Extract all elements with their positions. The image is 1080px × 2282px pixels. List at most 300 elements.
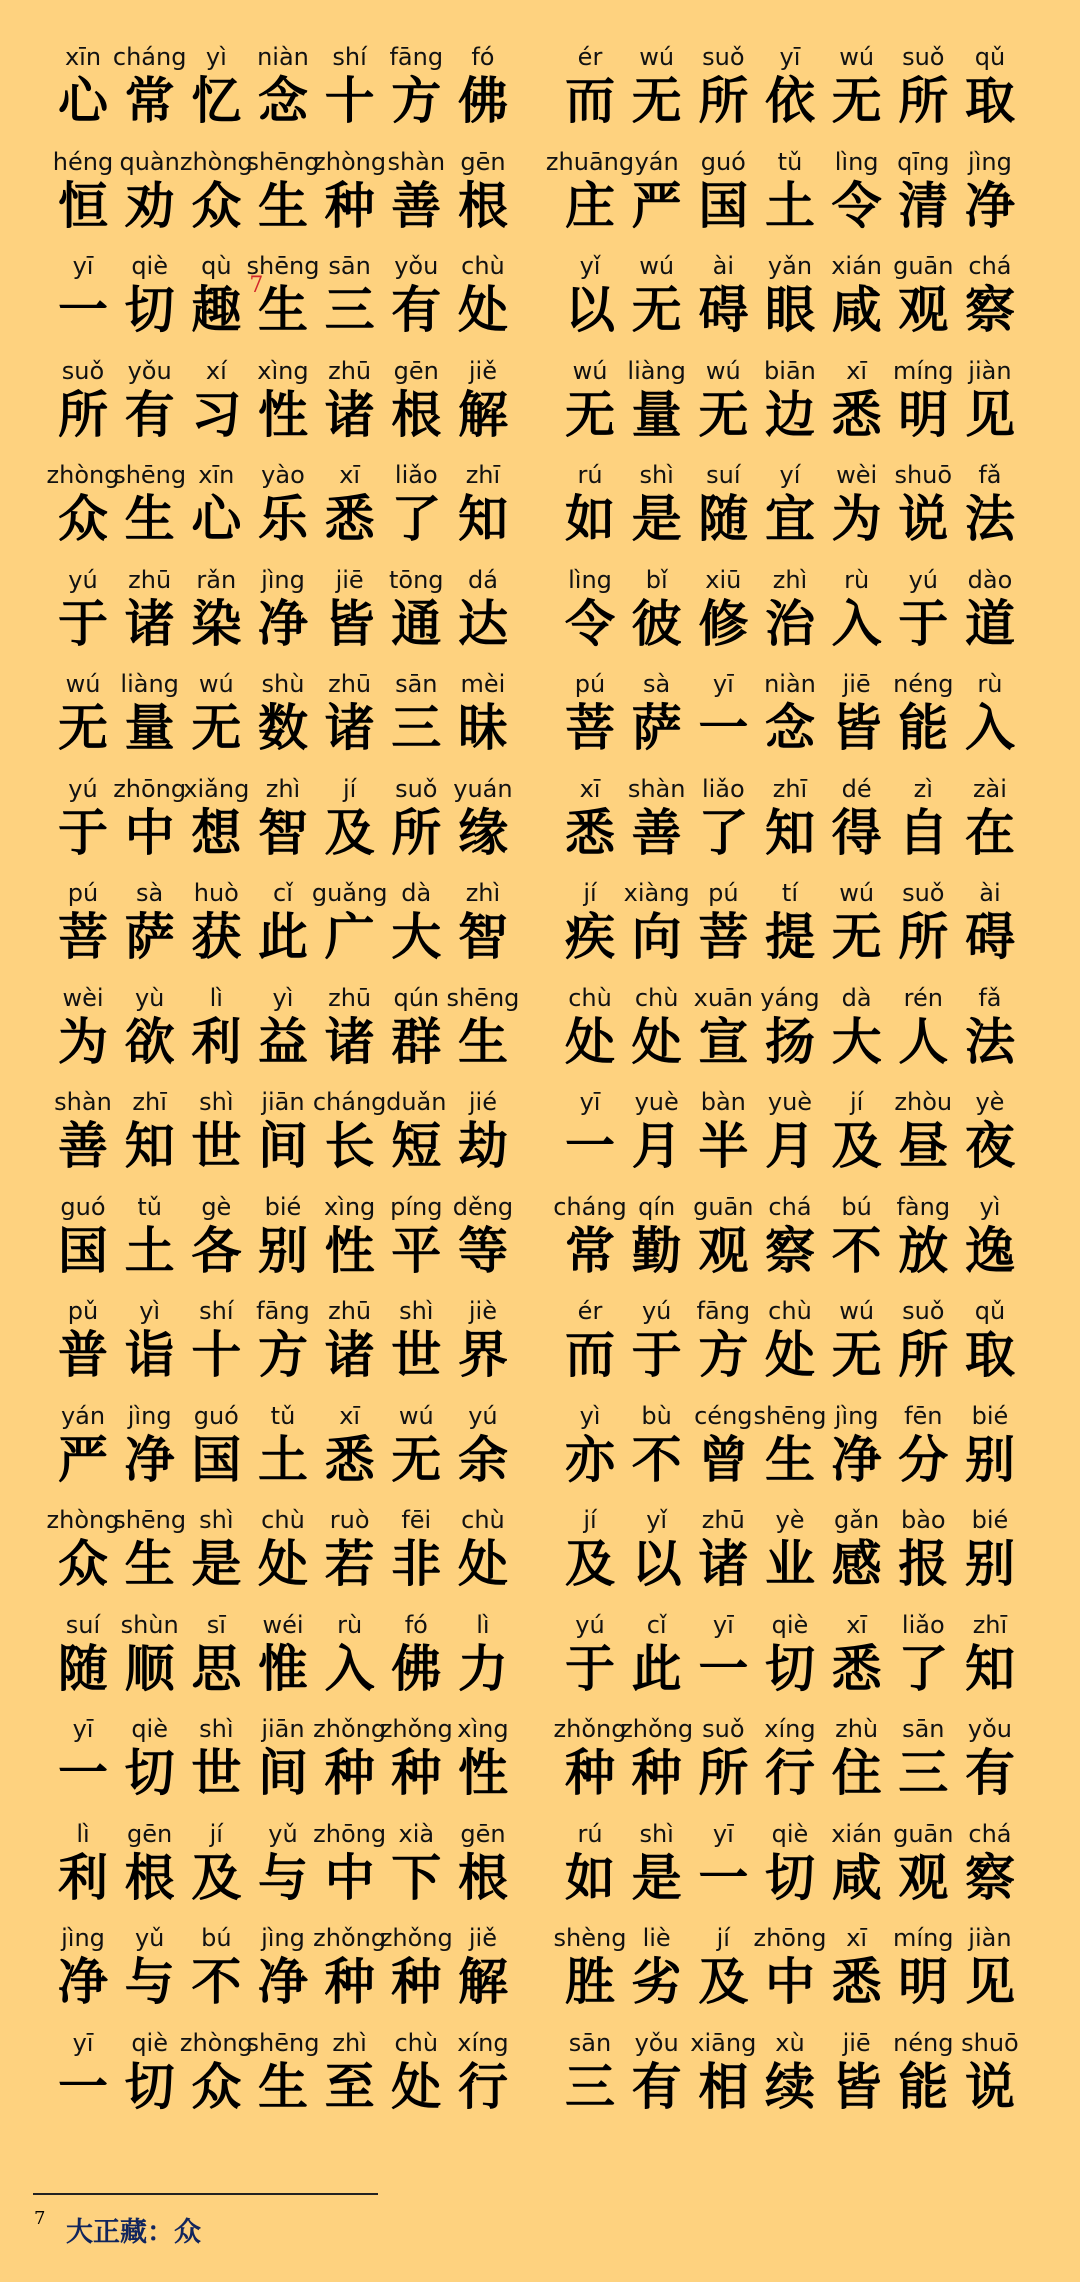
character-cell [317, 565, 383, 653]
character-cell [450, 774, 516, 862]
character-cell [250, 460, 316, 548]
pinyin: chá [968, 1819, 1012, 1848]
character-cell [757, 1610, 823, 1698]
hanzi-text: 月 [764, 1117, 815, 1175]
hanzi [191, 1744, 241, 1802]
hanzi [832, 1744, 882, 1802]
pinyin: zhì [332, 2028, 367, 2057]
pinyin: sī [206, 1610, 226, 1639]
hanzi [698, 1431, 748, 1489]
character-cell [50, 1819, 116, 1907]
pinyin: liè [642, 1924, 671, 1952]
hanzi [325, 1535, 375, 1593]
hanzi [125, 1535, 175, 1593]
hanzi [191, 1640, 241, 1698]
pinyin: sà [643, 670, 671, 698]
pinyin: wú [198, 670, 234, 698]
pinyin: bàn [700, 1088, 746, 1116]
character-cell [690, 1192, 756, 1280]
hanzi-text: 无 [565, 385, 615, 444]
verse-glyph-row [50, 1819, 516, 1907]
hanzi-text: 想 [191, 803, 242, 862]
hanzi-text: 于 [58, 803, 108, 862]
hanzi-text: 净 [831, 1430, 882, 1489]
hanzi-text: 知 [764, 803, 815, 862]
hanzi-text: 种 [324, 1953, 375, 2011]
pinyin: suǒ [902, 43, 945, 71]
pinyin: yào [261, 461, 305, 489]
character-cell [624, 1610, 690, 1698]
pinyin: zhī [132, 1088, 167, 1116]
pinyin: yǔ [268, 1819, 298, 1848]
pinyin: shàn [627, 774, 686, 803]
hanzi [565, 699, 615, 757]
hanzi [898, 1013, 948, 1071]
hanzi [632, 1222, 682, 1280]
hanzi-text: 处 [764, 1326, 815, 1384]
character-cell [450, 2028, 516, 2116]
hanzi-text: 诣 [124, 1326, 175, 1384]
character-cell [890, 1610, 956, 1698]
hanzi-text: 数 [257, 699, 308, 757]
pinyin: shùn [120, 1610, 179, 1639]
verse-glyph-row [46, 460, 516, 548]
pinyin: tí [781, 879, 798, 907]
hanzi-text: 一 [58, 2057, 108, 2116]
hanzi [632, 1849, 682, 1907]
hanzi [632, 1431, 682, 1489]
pinyin: zhū [328, 983, 372, 1012]
verse-glyph-row [557, 983, 1023, 1071]
character-cell [553, 1714, 627, 1802]
pinyin: ér [577, 1297, 603, 1325]
hanzi [898, 1849, 948, 1907]
hanzi-text: 净 [124, 1430, 175, 1489]
hanzi [898, 1953, 948, 2011]
verse-glyph-row [50, 1401, 516, 1489]
hanzi [898, 72, 948, 130]
verse-glyph-row [557, 1819, 1023, 1907]
hanzi-text: 性 [457, 1744, 508, 1802]
hanzi-text: 而 [565, 1326, 615, 1384]
hanzi [391, 804, 441, 862]
pinyin: guān [693, 1192, 754, 1221]
character-cell [957, 1505, 1023, 1593]
character-cell [117, 1192, 183, 1280]
footnote-marker: 7 [249, 273, 264, 298]
hanzi [391, 281, 441, 339]
character-cell [557, 1819, 623, 1907]
hanzi-text: 别 [964, 1430, 1015, 1489]
pinyin: fēn [904, 1401, 943, 1430]
hanzi [325, 1640, 375, 1698]
verse-line [50, 251, 516, 356]
verse-glyph-row [50, 1296, 516, 1384]
character-cell [117, 251, 183, 339]
pinyin: zhòu [894, 1088, 953, 1116]
hanzi [765, 1222, 815, 1280]
pinyin: zài [972, 774, 1007, 803]
hanzi [565, 281, 615, 339]
hanzi-text: 切 [124, 1744, 175, 1802]
pinyin: yán [634, 147, 679, 176]
hanzi-text: 土 [124, 1221, 175, 1280]
hanzi [325, 595, 375, 653]
hanzi-text: 所 [698, 1744, 749, 1802]
hanzi-text: 诸 [324, 699, 375, 757]
pinyin: quàn [119, 147, 180, 176]
pinyin: yī [779, 43, 801, 71]
hanzi [325, 490, 375, 548]
hanzi-text: 及 [191, 1848, 242, 1907]
hanzi-text: 严 [631, 176, 682, 235]
hanzi [191, 273, 264, 339]
character-cell [383, 1610, 449, 1698]
pinyin: yǒu [394, 252, 439, 280]
character-cell [757, 983, 823, 1071]
character-cell [690, 1087, 756, 1175]
character-cell [557, 1087, 623, 1175]
hanzi-text: 无 [58, 699, 108, 757]
hanzi [765, 699, 815, 757]
hanzi [565, 386, 615, 444]
hanzi-text: 佛 [391, 1639, 442, 1698]
pinyin: suí [65, 1610, 101, 1639]
hanzi-text: 随 [698, 490, 749, 548]
hanzi [965, 490, 1015, 548]
hanzi-text: 得 [831, 803, 882, 862]
verse-line [50, 878, 516, 983]
hanzi [325, 177, 375, 235]
character-cell [183, 1192, 249, 1280]
pinyin: yī [579, 1088, 601, 1116]
character-cell [557, 774, 623, 862]
pinyin: wú [572, 356, 608, 385]
character-cell [890, 774, 956, 862]
hanzi-text: 入 [831, 594, 882, 653]
character-cell [957, 565, 1023, 653]
hanzi-text: 土 [257, 1430, 308, 1489]
character-cell [690, 878, 756, 966]
pinyin: gēn [127, 1819, 173, 1848]
character-cell [117, 1296, 183, 1384]
hanzi-text: 达 [457, 594, 508, 653]
pinyin: jiě [468, 1924, 497, 1952]
character-cell [690, 1296, 756, 1384]
pinyin: míng [893, 1924, 954, 1952]
hanzi-text: 短 [391, 1117, 442, 1175]
hanzi-text: 提 [764, 908, 815, 966]
hanzi-text: 不 [831, 1221, 882, 1280]
hanzi-text: 界 [457, 1326, 508, 1384]
verse-glyph-row [557, 1505, 1023, 1593]
hanzi [125, 490, 175, 548]
hanzi [58, 1744, 108, 1802]
hanzi [125, 804, 175, 862]
hanzi [391, 1535, 441, 1593]
hanzi-text: 众 [58, 490, 108, 548]
hanzi-text: 缘 [457, 803, 508, 862]
character-cell [383, 460, 449, 548]
character-cell [553, 1923, 627, 2011]
hanzi-text: 无 [631, 281, 682, 339]
character-cell [50, 983, 116, 1071]
verse-glyph-row [557, 356, 1023, 444]
pinyin: ruò [329, 1506, 370, 1534]
hanzi-text: 半 [698, 1117, 749, 1175]
character-cell [624, 1192, 690, 1280]
character-cell [824, 1401, 890, 1489]
pinyin: jí [583, 1506, 597, 1534]
character-cell [690, 1610, 756, 1698]
hanzi [391, 1326, 441, 1384]
hanzi [125, 177, 175, 235]
pinyin: xìng [457, 1715, 509, 1743]
hanzi-text: 逸 [964, 1221, 1015, 1280]
hanzi [191, 1117, 241, 1175]
character-cell [117, 1714, 183, 1802]
verse-glyph-row [553, 1192, 1023, 1280]
hanzi-text: 法 [964, 490, 1015, 548]
footnote-text: 大正藏：众 [66, 2217, 201, 2248]
hanzi-text: 量 [631, 385, 682, 444]
pinyin: zhuāng [545, 147, 635, 176]
character-cell [183, 356, 249, 444]
pinyin: yǎn [767, 252, 813, 280]
pinyin: shēng [246, 2028, 320, 2057]
verse-glyph-row [557, 251, 1023, 339]
verse-line [46, 1505, 516, 1610]
verse-column-left [46, 42, 520, 2132]
character-cell [690, 356, 756, 444]
hanzi [765, 386, 815, 444]
hanzi-text: 此 [631, 1639, 682, 1698]
pinyin: yī [712, 1819, 734, 1848]
character-cell [757, 356, 823, 444]
hanzi [965, 1222, 1015, 1280]
pinyin: bào [900, 1506, 946, 1534]
character-cell [113, 774, 187, 862]
hanzi [325, 386, 375, 444]
hanzi-text: 行 [457, 2057, 508, 2116]
hanzi-text: 修 [698, 594, 749, 653]
hanzi [458, 1953, 508, 2011]
verse-line [50, 356, 516, 461]
character-cell [557, 251, 623, 339]
hanzi-text: 利 [58, 1848, 108, 1907]
pinyin: zhòng [179, 2028, 253, 2057]
pinyin: wú [839, 1297, 875, 1325]
pinyin: zhǒng [379, 1924, 453, 1952]
hanzi-text: 有 [964, 1744, 1015, 1802]
hanzi-text: 分 [898, 1430, 949, 1489]
hanzi-text: 中 [764, 1953, 815, 2011]
hanzi [898, 2058, 948, 2116]
verse-line [553, 1923, 1023, 2028]
pinyin: shēng [446, 983, 520, 1012]
character-cell [624, 1923, 690, 2011]
hanzi [898, 1535, 948, 1593]
pinyin: xīn [64, 43, 102, 71]
hanzi-text: 常 [124, 72, 175, 130]
pinyin: pǔ [67, 1297, 99, 1325]
character-cell [183, 565, 249, 653]
pinyin: guān [893, 1819, 954, 1848]
hanzi [565, 1849, 615, 1907]
hanzi [258, 281, 308, 339]
pinyin: shàn [54, 1088, 112, 1116]
hanzi [565, 908, 615, 966]
pinyin: jí [583, 879, 597, 907]
hanzi [191, 908, 241, 966]
character-cell [117, 1087, 183, 1175]
pinyin: cǐ [646, 1610, 667, 1639]
pinyin: jiē [335, 565, 364, 594]
hanzi [765, 1640, 815, 1698]
character-cell [117, 1401, 183, 1489]
character-cell [890, 878, 956, 966]
hanzi-text: 菩 [565, 699, 615, 757]
pinyin: zhǒng [313, 1715, 387, 1743]
pinyin: xián [831, 1819, 883, 1848]
hanzi-text: 解 [457, 385, 508, 444]
hanzi-text: 通 [391, 594, 442, 653]
pinyin: míng [893, 356, 954, 385]
verse-line [46, 460, 516, 565]
pinyin: jí [342, 774, 357, 803]
pinyin: jìng [61, 1924, 105, 1952]
character-cell [624, 147, 690, 235]
hanzi [58, 1640, 108, 1698]
hanzi-text: 皆 [831, 699, 882, 757]
pinyin: xiàng [623, 879, 690, 907]
hanzi-text: 宣 [698, 1012, 749, 1071]
hanzi [458, 2058, 508, 2116]
pinyin: chá [768, 1192, 812, 1221]
character-cell [690, 251, 756, 339]
verse-glyph-row [50, 1192, 516, 1280]
pinyin: yī [712, 670, 734, 698]
hanzi [325, 1222, 375, 1280]
hanzi-text: 于 [565, 1639, 615, 1698]
hanzi-text: 至 [324, 2057, 375, 2116]
hanzi-text: 群 [391, 1012, 442, 1071]
pinyin: xià [398, 1819, 435, 1848]
character-cell [317, 2028, 383, 2116]
hanzi [898, 804, 948, 862]
hanzi-text: 生 [764, 1430, 815, 1489]
hanzi-text: 菩 [58, 908, 108, 966]
hanzi-text: 处 [391, 2057, 442, 2116]
character-cell [383, 983, 449, 1071]
hanzi [191, 72, 241, 130]
pinyin: wú [839, 879, 875, 907]
pinyin: sà [136, 879, 164, 907]
hanzi [325, 281, 375, 339]
pinyin: zhū [128, 565, 172, 594]
pinyin: jiě [468, 356, 497, 385]
pinyin: xù [775, 2028, 805, 2057]
hanzi [58, 386, 108, 444]
character-cell [624, 878, 690, 966]
pinyin: shì [199, 1715, 234, 1743]
hanzi [698, 804, 748, 862]
character-cell [690, 1505, 756, 1593]
hanzi-text: 观 [898, 281, 949, 339]
pinyin: shuō [894, 461, 953, 489]
character-cell [446, 983, 520, 1071]
hanzi [258, 1849, 308, 1907]
hanzi-text: 性 [324, 1221, 375, 1280]
character-cell [113, 1505, 187, 1593]
pinyin: bié [971, 1401, 1009, 1430]
hanzi-text: 如 [565, 490, 615, 548]
pinyin: wú [398, 1401, 434, 1430]
hanzi [565, 1744, 615, 1802]
character-cell [383, 565, 449, 653]
hanzi-text: 在 [964, 803, 1015, 862]
pinyin: yī [712, 1610, 734, 1639]
character-cell [183, 1714, 249, 1802]
character-cell [690, 42, 756, 130]
hanzi-text: 所 [698, 72, 749, 130]
hanzi-text: 解 [457, 1953, 508, 2011]
hanzi-text: 不 [191, 1953, 242, 2011]
character-cell [450, 1296, 516, 1384]
pinyin: biān [764, 356, 816, 385]
hanzi [58, 1535, 108, 1593]
hanzi-text: 有 [124, 385, 175, 444]
hanzi-text: 各 [191, 1221, 242, 1280]
hanzi-text: 住 [831, 1744, 882, 1802]
character-cell [890, 2028, 956, 2116]
hanzi [125, 1953, 175, 2011]
hanzi-text: 众 [58, 1535, 108, 1593]
hanzi [391, 1222, 441, 1280]
hanzi [565, 1953, 615, 2011]
pinyin: suǒ [702, 1715, 745, 1743]
character-cell [112, 42, 187, 130]
hanzi-text: 碍 [964, 908, 1015, 966]
verse-line [50, 1923, 516, 2028]
pinyin: yì [272, 983, 294, 1012]
pinyin: sān [902, 1715, 945, 1743]
pinyin: yǒu [967, 1715, 1012, 1743]
hanzi-text: 三 [565, 2057, 615, 2116]
hanzi-text: 处 [565, 1012, 615, 1071]
hanzi [191, 386, 241, 444]
hanzi [898, 386, 948, 444]
character-cell [757, 1819, 823, 1907]
verse-glyph-row [553, 1923, 1023, 2011]
character-cell [246, 251, 320, 339]
character-cell [50, 878, 116, 966]
hanzi [765, 281, 815, 339]
hanzi [565, 804, 615, 862]
pinyin: chù [461, 252, 505, 280]
verse-glyph-row [46, 1505, 516, 1593]
verse-glyph-row [50, 147, 516, 235]
hanzi-text: 量 [124, 699, 175, 757]
hanzi [765, 804, 815, 862]
hanzi-text: 种 [324, 1744, 375, 1802]
hanzi-text: 获 [191, 908, 242, 966]
pinyin: suǒ [395, 774, 438, 803]
character-cell [117, 878, 183, 966]
verse-glyph-row [50, 983, 520, 1071]
hanzi-text: 平 [391, 1221, 442, 1280]
character-cell [183, 1505, 249, 1593]
